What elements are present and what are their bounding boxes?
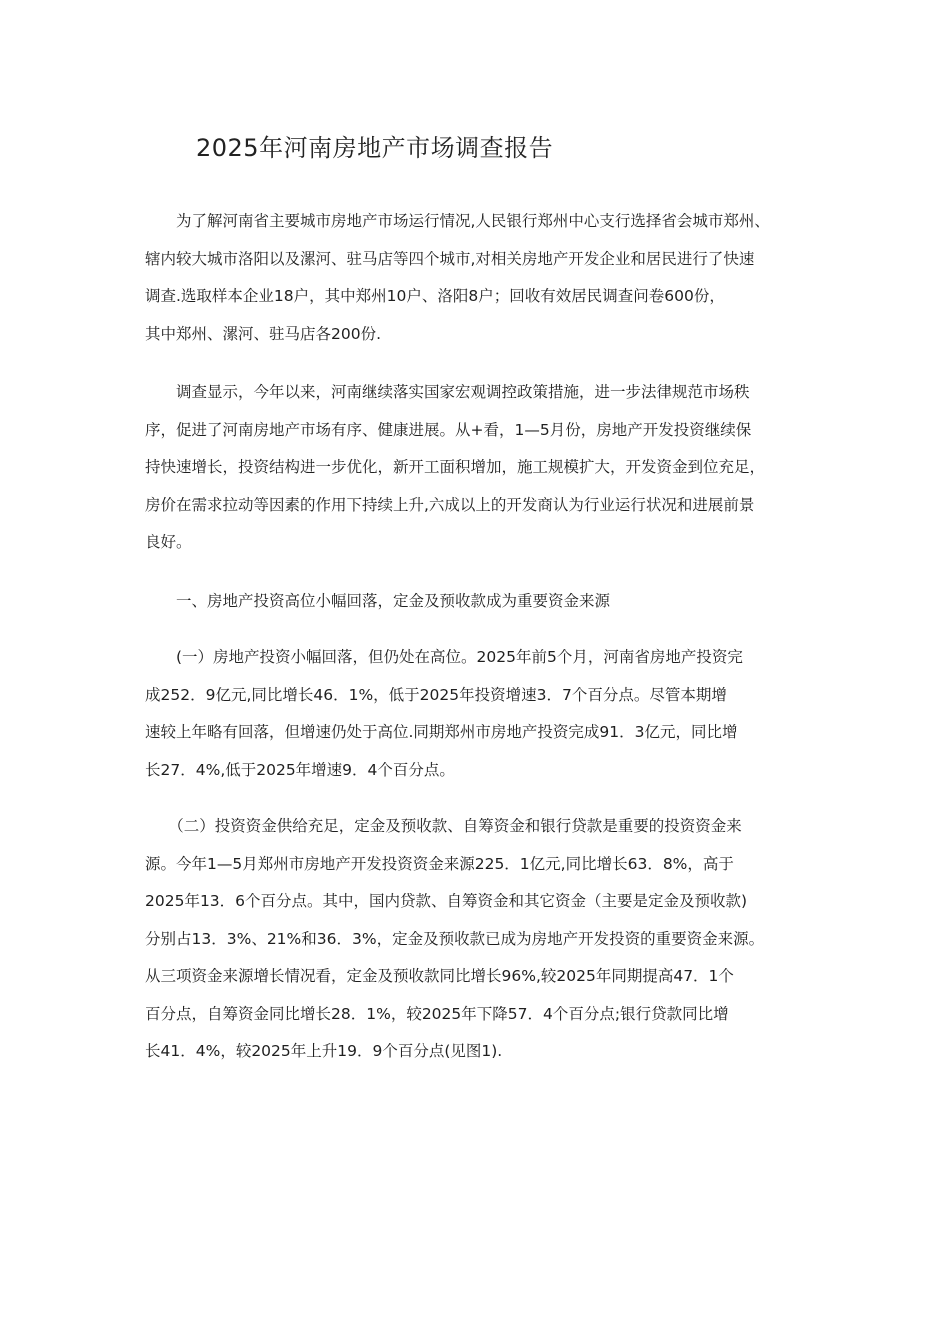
text-line: 长41．4%，较2025年上升19．9个百分点(见图1). (145, 1042, 503, 1060)
text-line: 为了解河南省主要城市房地产市场运行情况,人民银行郑州中心支行选择省会城市郑州、 (145, 212, 770, 230)
text-line: 百分点，自筹资金同比增长28．1%，较2025年下降57．4个百分点;银行贷款同比增 (145, 1004, 729, 1023)
text-line: 房价在需求拉动等因素的作用下持续上升,六成以上的开发商认为行业运行状况和进展前景 (145, 495, 755, 514)
text-line: （二）投资资金供给充足，定金及预收款、自筹资金和银行贷款是重要的投资资金来 (145, 817, 742, 835)
text-line: 其中郑州、漯河、驻马店各200份. (145, 324, 382, 343)
text-line: 序，促进了河南房地产市场有序、健康进展。从+看，1—5月份，房地产开发投资继续保 (145, 420, 752, 439)
paragraph-investment (145, 639, 825, 789)
text-line: 一、房地产投资高位小幅回落，定金及预收款成为重要资金来源 (145, 592, 611, 610)
text-line: 辖内较大城市洛阳以及漯河、驻马店等四个城市,对相关房地产开发企业和居民进行了快速 (145, 249, 755, 268)
text-line: 成252．9亿元,同比增长46．1%，低于2025年投资增速3．7个百分点。尽管本期增 (145, 685, 727, 704)
section-heading (145, 583, 825, 621)
document-title: 2025年河南房地产市场调查报告 (196, 134, 554, 162)
text-line: 从三项资金来源增长情况看，定金及预收款同比增长96%,较2025年同期提高47．1个 (145, 967, 734, 985)
text-line: 持快速增长，投资结构进一步优化，新开工面积增加，施工规模扩大，开发资金到位充足， (145, 458, 766, 476)
text-line: 长27．4%,低于2025年增速9．4个百分点。 (145, 760, 455, 779)
paragraph-intro (145, 203, 825, 353)
text-line: 分别占13．3%、21%和36．3%，定金及预收款已成为房地产开发投资的重要资金来源。 (145, 929, 765, 948)
paragraph-survey-findings (145, 374, 825, 562)
text-line: 良好。 (145, 533, 192, 551)
text-line: (一）房地产投资小幅回落，但仍处在高位。2025年前5个月，河南省房地产投资完 (145, 648, 743, 666)
text-line: 源。今年1—5月郑州市房地产开发投资资金来源225．1亿元,同比增长63．8%，高于 (145, 854, 734, 873)
text-line: 调查显示，今年以来，河南继续落实国家宏观调控政策措施，进一步法律规范市场秩 (145, 383, 750, 401)
text-line: 2025年13．6个百分点。其中，国内贷款、自筹资金和其它资金（主要是定金及预收款) (145, 892, 748, 910)
paragraph-funding-sources (145, 808, 825, 1071)
text-line: 速较上年略有回落，但增速仍处于高位.同期郑州市房地产投资完成91．3亿元，同比增 (145, 723, 738, 741)
text-line: 调查.选取样本企业18户，其中郑州10户、洛阳8户；回收有效居民调查问卷600份， (145, 287, 725, 305)
